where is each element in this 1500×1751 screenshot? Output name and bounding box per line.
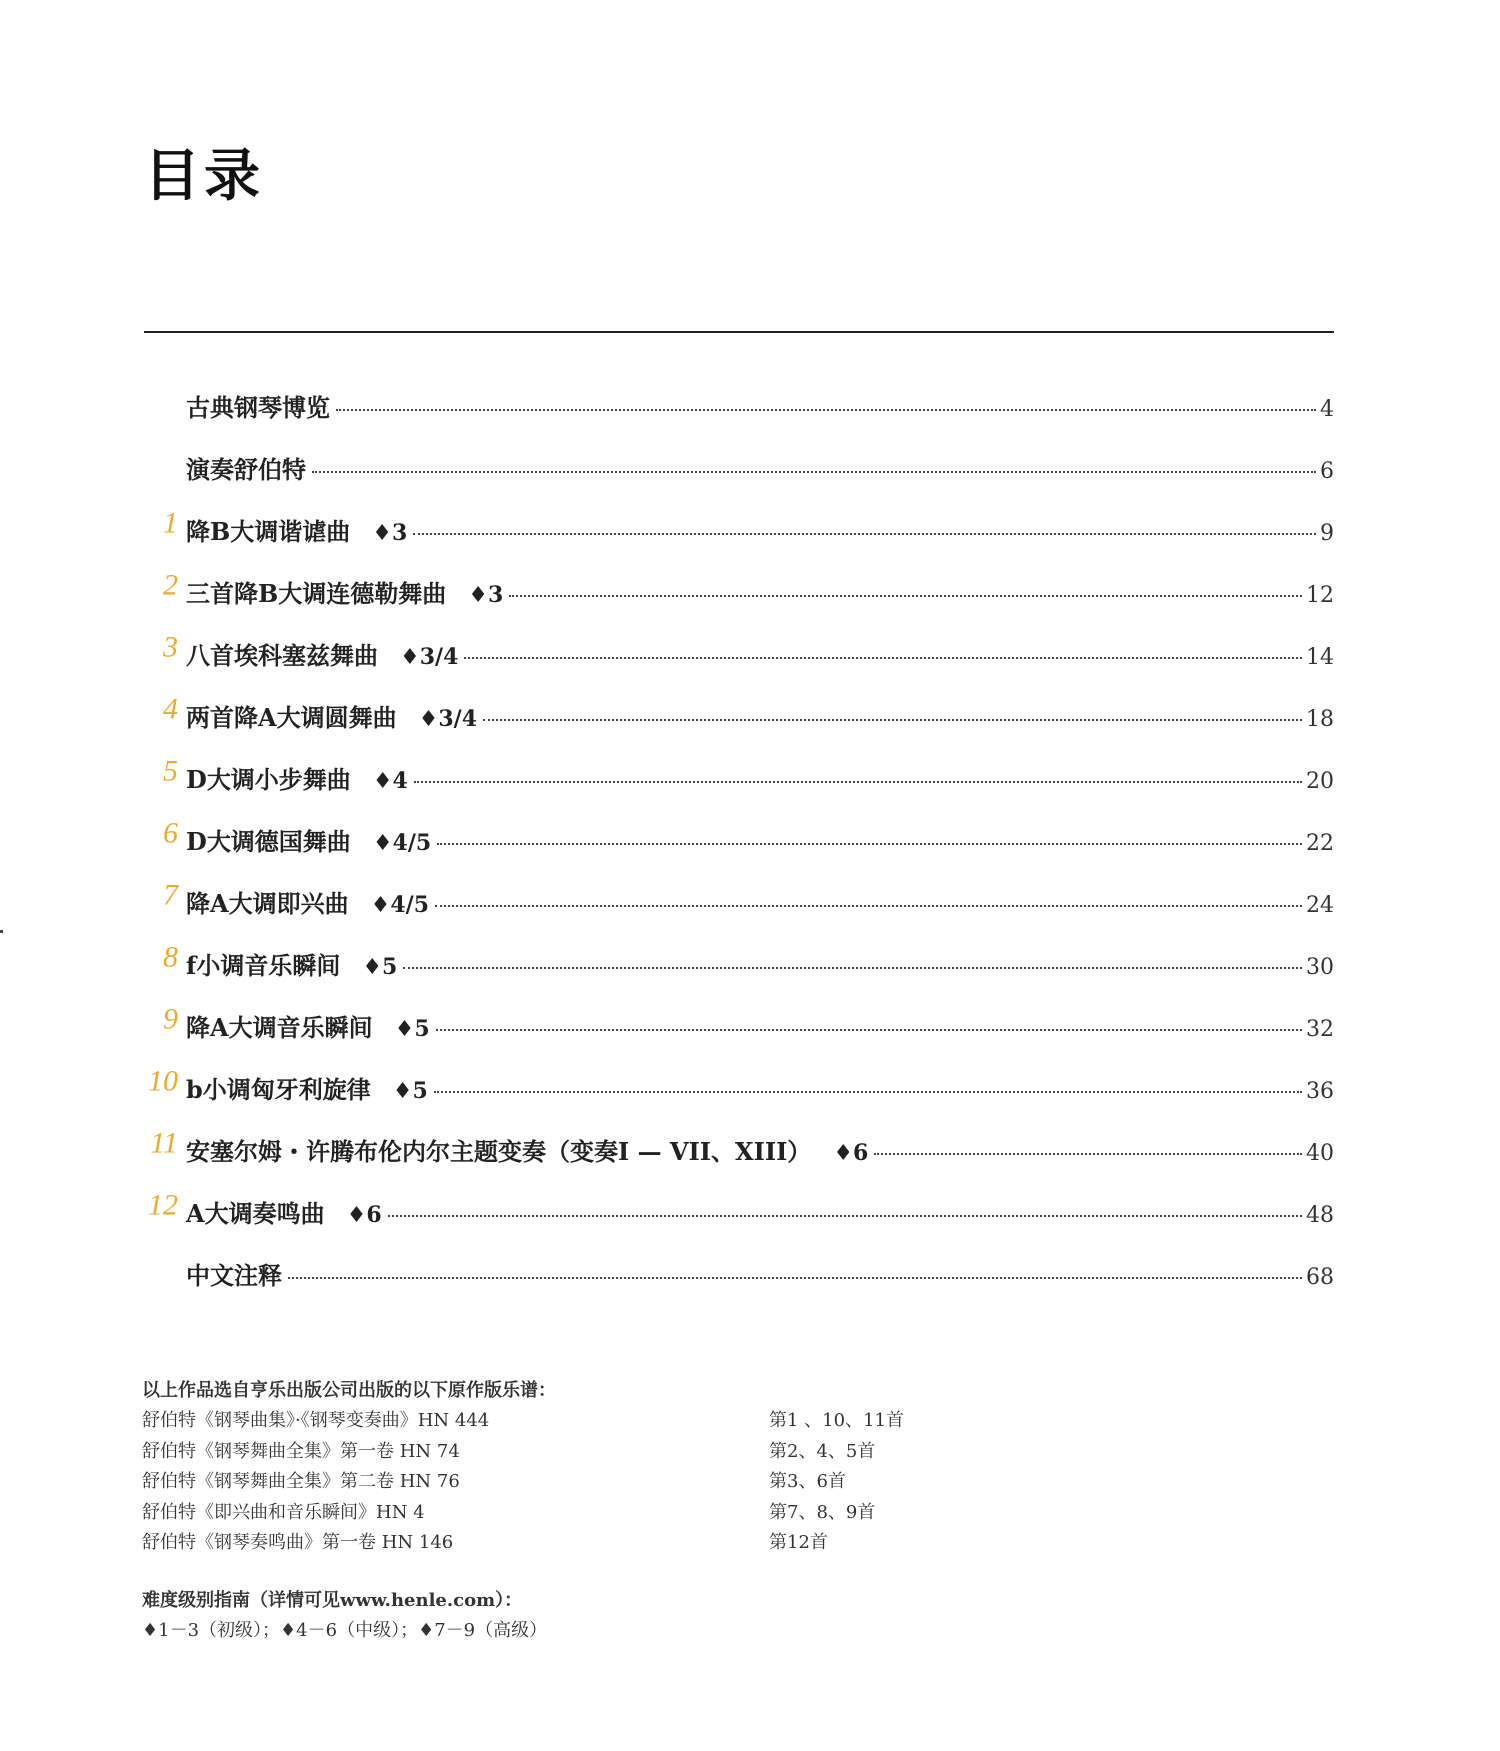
difficulty-level: ♦4 [372,768,408,794]
source-edition-pieces: 第7、8、9首 [769,1501,876,1523]
toc-entry-number: 4 [163,692,178,726]
source-edition-title: 舒伯特《钢琴奏鸣曲》第一卷 HN 146 [142,1532,454,1553]
source-edition-pieces: 第12首 [769,1532,828,1553]
toc-entry-page: 18 [1306,707,1334,732]
toc-entry[interactable] [144,866,1334,928]
difficulty-legend [142,1586,547,1646]
toc-entry-title: 降A大调即兴曲 [186,889,349,918]
toc-entry-title: A大调奏鸣曲 [186,1199,325,1228]
title-divider [144,331,1334,333]
toc-entry[interactable] [144,990,1334,1052]
page-title: 目录 [144,143,264,209]
toc-entry-title: D大调德国舞曲 [186,827,351,856]
toc-entry-page: 9 [1320,521,1334,546]
toc-entry-number: 6 [163,816,178,850]
source-edition-pieces: 第2、4、5首 [769,1440,876,1462]
dot-leader [312,471,1316,473]
toc-entry[interactable] [144,928,1334,990]
difficulty-level: ♦3 [468,582,504,608]
dot-leader [388,1215,1302,1217]
toc-entry-page: 48 [1306,1203,1334,1228]
toc-entry-page: 12 [1306,583,1334,608]
toc-entry[interactable] [144,618,1334,680]
toc-entry-page: 32 [1306,1017,1334,1042]
source-edition-row [142,1406,1142,1437]
toc-entry[interactable] [144,680,1334,742]
difficulty-level: ♦6 [346,1202,382,1228]
difficulty-level: ♦3/4 [400,644,459,670]
toc-entry[interactable] [144,370,1334,432]
toc-entry-page: 40 [1306,1141,1334,1166]
source-edition-row [142,1437,1142,1468]
toc-entry-number: 8 [163,940,178,974]
toc-entry-title: 中文注释 [186,1261,282,1290]
toc-entry-number: 11 [150,1126,178,1160]
source-edition-row [142,1528,1142,1559]
dot-leader [436,1029,1302,1031]
toc-entry-number: 10 [148,1064,178,1098]
dot-leader [413,533,1316,535]
dot-leader [509,595,1302,597]
toc-entry[interactable] [144,1176,1334,1238]
dot-leader [288,1277,1302,1279]
dot-leader [483,719,1302,721]
dot-leader [414,781,1302,783]
toc-entry-number: 1 [163,506,178,540]
difficulty-legend-levels: ♦1－3（初级）；♦4－6（中级）；♦7－9（高级） [142,1620,548,1641]
source-edition-row [142,1498,1142,1529]
toc-entry-page: 22 [1306,831,1334,856]
source-edition-pieces: 第1 、10、11首 [769,1410,904,1431]
toc-entry-number: 2 [163,568,178,602]
difficulty-level: ♦5 [392,1078,428,1104]
toc-entry-title: 八首埃科塞兹舞曲 [186,641,378,670]
toc-entry-number: 7 [163,878,178,912]
toc-entry[interactable] [144,1114,1334,1176]
source-edition-pieces: 第3、6首 [769,1471,846,1492]
toc-entry-title: 三首降B大调连德勒舞曲 [186,579,447,608]
source-editions-heading: 以上作品选自亨乐出版公司出版的以下原作版乐谱： [142,1380,556,1401]
dot-leader [435,905,1302,907]
difficulty-legend-heading: 难度级别指南（详情可见www.henle.com）： [142,1590,523,1611]
difficulty-level: ♦4/5 [372,830,432,856]
toc-entry-title: b小调匈牙利旋律 [186,1075,371,1104]
toc-entry-title: f小调音乐瞬间 [186,951,341,980]
toc-entry-title: D大调小步舞曲 [186,765,351,794]
margin-mark [0,930,3,933]
toc-entry-page: 30 [1306,955,1334,980]
toc-entry-page: 6 [1320,459,1334,484]
toc-entry[interactable] [144,432,1334,494]
dot-leader [336,409,1316,411]
toc-entry-number: 9 [163,1002,178,1036]
toc-entry[interactable] [144,1052,1334,1114]
toc-entry[interactable] [144,804,1334,866]
toc-entry-number: 3 [163,630,178,664]
toc-entry-page: 20 [1306,769,1334,794]
toc-entry-number: 5 [163,754,178,788]
source-edition-title: 舒伯特《钢琴曲集》·《钢琴变奏曲》HN 444 [142,1410,490,1431]
toc-entry[interactable] [144,742,1334,804]
toc-entry[interactable] [144,494,1334,556]
difficulty-level: ♦5 [394,1016,430,1042]
dot-leader [403,967,1302,969]
toc-entry-page: 36 [1306,1079,1334,1104]
toc-entry-title: 降B大调谐谑曲 [186,517,351,546]
toc-entry-page: 24 [1306,893,1334,918]
toc-entry-title: 降A大调音乐瞬间 [186,1013,373,1042]
source-edition-title: 舒伯特《钢琴舞曲全集》第一卷 HN 74 [142,1440,460,1462]
toc-entry-page: 68 [1306,1265,1334,1290]
difficulty-level: ♦3 [372,520,408,546]
toc-entry-title: 安塞尔姆・许腾布伦内尔主题变奏（变奏I — VII、XIII） [186,1137,812,1166]
dot-leader [434,1091,1302,1093]
dot-leader [437,843,1302,845]
toc-entry-page: 4 [1320,397,1334,422]
table-of-contents [144,370,1334,1300]
source-editions-note [142,1376,1142,1559]
difficulty-level: ♦6 [833,1140,869,1166]
toc-entry-page: 14 [1306,645,1334,670]
dot-leader [464,657,1302,659]
toc-entry-title: 演奏舒伯特 [186,455,306,484]
difficulty-level: ♦5 [362,954,398,980]
difficulty-level: ♦4/5 [370,892,429,918]
source-edition-title: 舒伯特《钢琴舞曲全集》第二卷 HN 76 [142,1471,460,1492]
toc-entry-title: 两首降A大调圆舞曲 [186,703,397,732]
source-edition-title: 舒伯特《即兴曲和音乐瞬间》HN 4 [142,1501,425,1523]
toc-entry-title: 古典钢琴博览 [186,393,330,422]
toc-entry[interactable] [144,1238,1334,1300]
source-edition-row [142,1467,1142,1498]
toc-entry[interactable] [144,556,1334,618]
dot-leader [874,1153,1302,1155]
toc-entry-number: 12 [148,1188,178,1222]
difficulty-level: ♦3/4 [418,706,477,732]
